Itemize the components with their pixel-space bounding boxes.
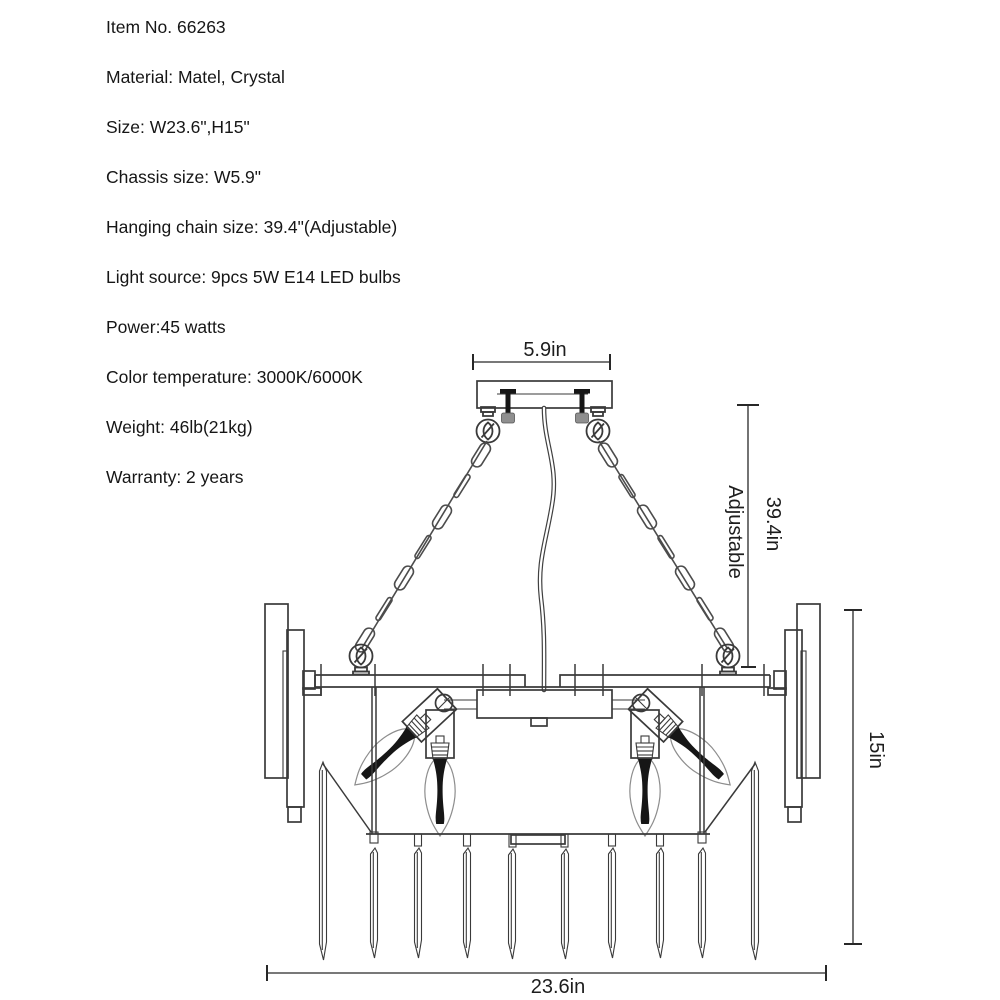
plate-hook-left	[477, 407, 500, 443]
hanging-chain-left	[350, 441, 493, 675]
dim-body-height	[844, 610, 887, 944]
bar-hook-left	[350, 645, 373, 675]
frame-walls	[323, 687, 755, 834]
crystal-drop	[415, 848, 422, 958]
spec-item-no: Item No. 66263	[106, 17, 226, 37]
spec-color-temperature: Color temperature: 3000K/6000K	[106, 367, 363, 387]
spec-chassis-size: Chassis size: W5.9"	[106, 167, 262, 187]
chain-link	[635, 503, 658, 531]
hanging-chain-right	[596, 441, 739, 675]
body-width-label: 23.6in	[530, 976, 586, 998]
chain-length-label: 39.4in	[762, 496, 784, 552]
crystal-drop	[562, 849, 569, 959]
chain-link	[696, 597, 714, 622]
crystal-drop	[371, 848, 378, 958]
chain-link	[453, 474, 471, 499]
crystal-drop	[464, 848, 471, 958]
dim-chain-length	[724, 405, 784, 667]
spec-material: Material: Matel, Crystal	[106, 67, 285, 87]
chain-adjustable-label: Adjustable	[724, 485, 746, 579]
crystal-drop	[509, 849, 516, 959]
chain-link	[673, 564, 696, 592]
dim-body-width	[267, 965, 826, 998]
crystal-drops	[320, 762, 759, 960]
power-cord	[540, 408, 554, 690]
chassis-width-label: 5.9in	[523, 339, 567, 361]
side-plate-right	[785, 604, 820, 822]
spec-size: Size: W23.6",H15"	[106, 117, 250, 137]
crystal-drop	[320, 762, 327, 960]
led-bulb-vertical-right	[630, 710, 660, 836]
crystal-drop	[699, 848, 706, 958]
bar-hook-right	[717, 645, 740, 675]
spec-light-source: Light source: 9pcs 5W E14 LED bulbs	[106, 267, 401, 287]
spec-warranty: Warranty: 2 years	[106, 467, 244, 487]
dim-chassis-width	[473, 339, 610, 370]
spec-power: Power:45 watts	[106, 317, 226, 337]
crystal-drop	[657, 848, 664, 958]
spec-weight: Weight: 46lb(21kg)	[106, 417, 253, 437]
plate-hook-right	[587, 407, 610, 443]
crystal-drop	[752, 762, 759, 960]
led-bulb-vertical-left	[425, 710, 455, 836]
side-plate-left	[265, 604, 304, 822]
canopy-box	[444, 690, 645, 726]
spec-chain-size: Hanging chain size: 39.4"(Adjustable)	[106, 217, 398, 237]
chain-link	[469, 441, 492, 469]
body-height-label: 15in	[865, 731, 887, 769]
crystal-drop	[609, 848, 616, 958]
